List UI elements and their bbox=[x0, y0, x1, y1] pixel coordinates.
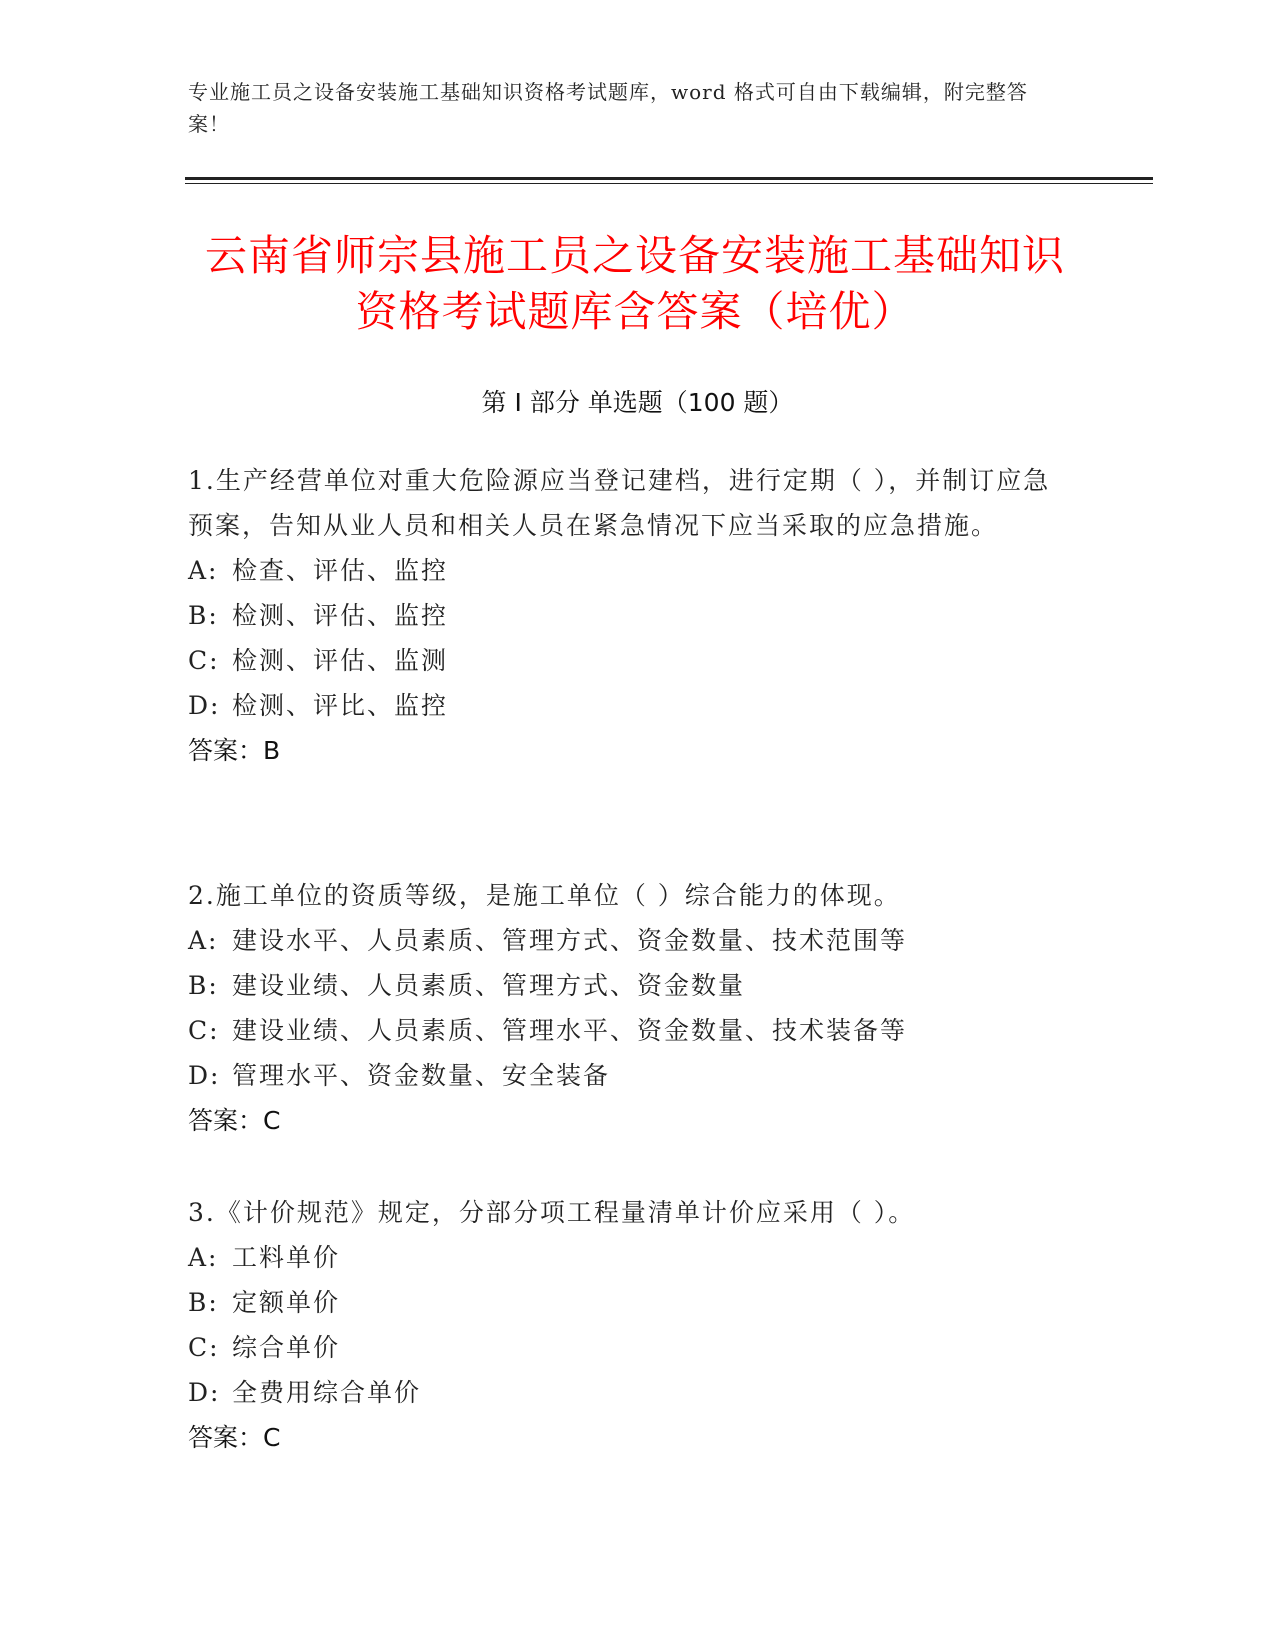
option-key: C: bbox=[188, 1333, 220, 1362]
answer: 答案：C bbox=[188, 1106, 281, 1135]
option-text: 检测、评估、监测 bbox=[232, 646, 449, 675]
option-key: D: bbox=[188, 691, 221, 720]
option-text: 综合单价 bbox=[232, 1333, 341, 1362]
question-stem: 3.《计价规范》规定，分部分项工程量清单计价应采用（ ）。 bbox=[188, 1198, 916, 1227]
option-d bbox=[188, 683, 1068, 728]
answer: 答案：C bbox=[188, 1423, 281, 1452]
option-key: C: bbox=[188, 1016, 220, 1045]
option-b bbox=[188, 1280, 1068, 1325]
question-2 bbox=[188, 873, 1068, 1143]
header-divider-thin bbox=[185, 183, 1153, 184]
option-c bbox=[188, 1325, 1068, 1370]
option-key: C: bbox=[188, 646, 220, 675]
option-d bbox=[188, 1053, 1068, 1098]
header-divider-thick bbox=[185, 177, 1153, 180]
header-note: 专业施工员之设备安装施工基础知识资格考试题库，word 格式可自由下载编辑，附完整答案！ bbox=[188, 80, 1028, 136]
answer: 答案：B bbox=[188, 736, 281, 765]
option-a bbox=[188, 1235, 1068, 1280]
section-title: 第 I 部分 单选题（100 题） bbox=[481, 388, 794, 417]
option-text: 检查、评估、监控 bbox=[232, 556, 449, 585]
option-key: B: bbox=[188, 1288, 219, 1317]
option-text: 定额单价 bbox=[232, 1288, 341, 1317]
question-3 bbox=[188, 1190, 1068, 1460]
option-text: 工料单价 bbox=[232, 1243, 341, 1272]
option-a bbox=[188, 548, 1068, 593]
option-key: A: bbox=[188, 1243, 219, 1272]
option-text: 建设业绩、人员素质、管理方式、资金数量 bbox=[232, 971, 746, 1000]
option-c bbox=[188, 638, 1068, 683]
option-key: D: bbox=[188, 1378, 221, 1407]
option-b bbox=[188, 593, 1068, 638]
document-title: 云南省师宗县施工员之设备安装施工基础知识资格考试题库含答案（培优） bbox=[204, 231, 1065, 336]
option-b bbox=[188, 963, 1068, 1008]
option-key: D: bbox=[188, 1061, 221, 1090]
option-text: 管理水平、资金数量、安全装备 bbox=[232, 1061, 611, 1090]
option-text: 建设水平、人员素质、管理方式、资金数量、技术范围等 bbox=[232, 926, 908, 955]
option-key: B: bbox=[188, 971, 219, 1000]
question-stem: 1.生产经营单位对重大危险源应当登记建档，进行定期（ ），并制订应急预案，告知从业人员和相关人员在紧急情况下应当采取的应急措施。 bbox=[188, 466, 1051, 540]
option-c bbox=[188, 1008, 1068, 1053]
option-text: 建设业绩、人员素质、管理水平、资金数量、技术装备等 bbox=[232, 1016, 908, 1045]
option-text: 检测、评估、监控 bbox=[232, 601, 449, 630]
option-key: B: bbox=[188, 601, 219, 630]
option-key: A: bbox=[188, 926, 219, 955]
option-d bbox=[188, 1370, 1068, 1415]
option-text: 全费用综合单价 bbox=[232, 1378, 422, 1407]
question-1 bbox=[188, 458, 1068, 773]
option-key: A: bbox=[188, 556, 219, 585]
question-stem: 2.施工单位的资质等级，是施工单位（ ）综合能力的体现。 bbox=[188, 881, 901, 910]
option-text: 检测、评比、监控 bbox=[232, 691, 449, 720]
option-a bbox=[188, 918, 1068, 963]
